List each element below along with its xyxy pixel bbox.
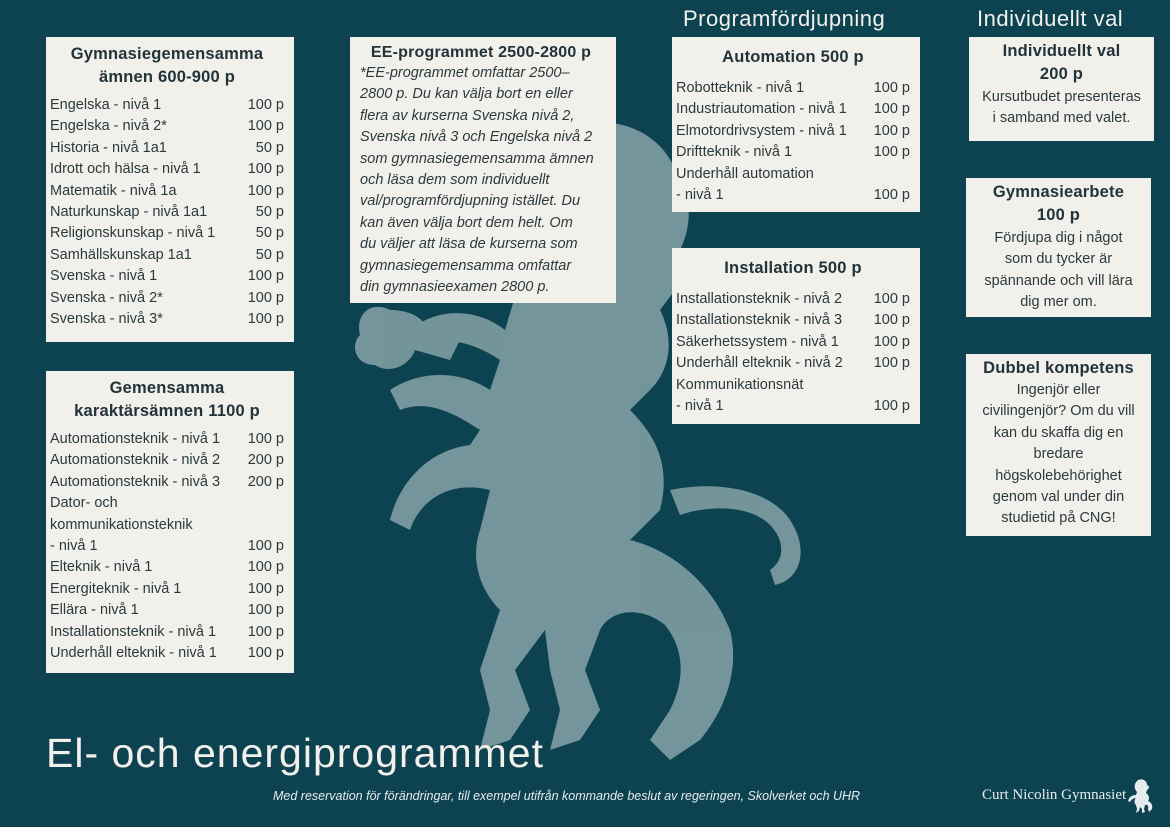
karaktarsamnen-row: [50, 557, 284, 578]
automation-points: [870, 164, 910, 185]
ee-program-line: gymnasiegemensamma omfattar: [360, 257, 572, 274]
karaktarsamnen-course: Installationsteknik - nivå 1: [50, 623, 217, 640]
ee-program-line: din gymnasieexamen 2800 p.: [360, 279, 550, 296]
karaktarsamnen-course: Ellära - nivå 1: [50, 602, 139, 619]
karaktarsamnen-course: Automationsteknik - nivå 2: [50, 452, 221, 469]
automation-card: [672, 37, 920, 212]
ee-program-line: och läsa dem som individuellt: [360, 172, 550, 189]
dubbel-kompetens-line: bredare: [1033, 446, 1084, 463]
automation-course: - nivå 1: [676, 187, 724, 204]
dubbel-kompetens-line: genom val under din: [992, 489, 1125, 506]
automation-row: [676, 142, 910, 163]
gymnasiegemensamma-row: [50, 245, 284, 266]
gymnasiegemensamma-row: [50, 159, 284, 180]
gymnasiegemensamma-course: Historia - nivå 1a1: [50, 139, 167, 156]
gymnasiearbete-line: Fördjupa dig i något: [994, 230, 1123, 246]
automation-points: 100 p: [873, 80, 910, 96]
karaktarsamnen-points: [244, 515, 284, 536]
gymnasiegemensamma-course: Svenska - nivå 3*: [50, 311, 163, 328]
ee-program-line: som gymnasiegemensamma ämnen: [360, 150, 594, 167]
karaktarsamnen-points: 100 p: [247, 580, 284, 597]
karaktarsamnen-row: [50, 450, 284, 471]
automation-list: [676, 78, 910, 206]
gymnasiegemensamma-points: 50 p: [255, 139, 284, 156]
programfordjupning-heading: Programfördjupning: [683, 6, 886, 31]
gymnasiegemensamma-course: Naturkunskap - nivå 1a1: [50, 204, 208, 221]
gymnasiearbete-line: som du tycker är: [1004, 251, 1113, 268]
brand-name: Curt Nicolin Gymnasiet: [982, 787, 1127, 803]
installation-list: [676, 289, 910, 417]
karaktarsamnen-course: Automationsteknik - nivå 1: [50, 431, 221, 447]
karaktarsamnen-row: [50, 515, 284, 536]
karaktarsamnen-points: 100 p: [247, 602, 284, 619]
dubbel-kompetens-line: Ingenjör eller: [1016, 382, 1101, 398]
ee-program-title: EE-programmet 2500-2800 p: [370, 44, 592, 61]
individuellt-val-line: Kursutbudet presenteras: [982, 89, 1141, 105]
karaktarsamnen-course: Dator- och: [50, 495, 118, 512]
gymnasiegemensamma-row: [50, 116, 284, 137]
gymnasiegemensamma-row: [50, 288, 284, 309]
gymnasiearbete-points: 100 p: [1036, 206, 1081, 224]
installation-points: [870, 375, 910, 396]
karaktarsamnen-row: [50, 429, 284, 450]
karaktarsamnen-row: [50, 579, 284, 600]
gymnasiegemensamma-points: 100 p: [247, 311, 284, 328]
installation-row: [676, 332, 910, 353]
gymnasiegemensamma-card: [46, 37, 294, 342]
installation-row: [676, 353, 910, 374]
footer-note: Med reservation för förändringar, till exempel utifrån kommande beslut av regeringen, Skolverket och UHR: [273, 789, 861, 803]
ee-program-card: [350, 37, 616, 303]
installation-course: Kommunikationsnät: [676, 376, 804, 393]
gymnasiegemensamma-row: [50, 202, 284, 223]
karaktarsamnen-row: [50, 493, 284, 514]
individuellt-val-text: [975, 87, 1148, 130]
gymnasiegemensamma-points: 100 p: [247, 182, 284, 199]
karaktarsamnen-row: [50, 643, 284, 664]
ee-program-description: [354, 63, 608, 298]
automation-row: [676, 78, 910, 99]
karaktarsamnen-points: 100 p: [247, 538, 284, 555]
gymnasiegemensamma-points: 100 p: [247, 161, 284, 178]
gymnasiearbete-title: Gymnasiearbete: [992, 183, 1125, 201]
installation-card: [672, 248, 920, 424]
gymnasiegemensamma-course: Engelska - nivå 2*: [50, 118, 167, 135]
installation-course: Installationsteknik - nivå 3: [676, 312, 843, 329]
page-title: El- och energiprogrammet: [46, 730, 544, 776]
automation-course: Underhåll automation: [676, 165, 814, 182]
automation-row: [676, 121, 910, 142]
individuellt-val-points: 200 p: [1039, 65, 1084, 83]
karaktarsamnen-card: [46, 371, 294, 673]
gymnasiegemensamma-points: 100 p: [247, 289, 284, 306]
individuellt-val-title: Individuellt val: [1002, 42, 1121, 60]
gymnasiegemensamma-points: 100 p: [247, 268, 284, 285]
gymnasiegemensamma-points: 50 p: [255, 225, 284, 242]
ee-program-line: flera av kurserna Svenska nivå 2,: [360, 107, 575, 124]
gymnasiegemensamma-points: 50 p: [255, 246, 284, 263]
gymnasiearbete-text: [972, 228, 1145, 314]
gymnasiegemensamma-course: Idrott och hälsa - nivå 1: [50, 161, 201, 178]
dubbel-kompetens-title: Dubbel kompetens: [983, 359, 1134, 377]
dubbel-kompetens-card: [966, 354, 1151, 536]
installation-points: 100 p: [873, 355, 910, 372]
installation-course: Säkerhetssystem - nivå 1: [676, 333, 839, 350]
gymnasiegemensamma-points: 50 p: [255, 204, 284, 221]
gymnasiegemensamma-row: [50, 95, 284, 116]
installation-title: Installation 500 p: [724, 259, 862, 277]
gymnasiearbete-line: dig mer om.: [1020, 294, 1097, 311]
automation-row: [676, 185, 910, 206]
installation-points: 100 p: [873, 312, 910, 329]
gymnasiegemensamma-course: Matematik - nivå 1a: [50, 182, 177, 199]
ee-program-line: du väljer att läsa de kurserna som: [360, 236, 578, 253]
karaktarsamnen-row: [50, 536, 284, 557]
individuellt-val-line: i samband med valet.: [992, 110, 1131, 127]
gymnasiegemensamma-course: Svenska - nivå 1: [50, 268, 158, 285]
automation-course: Robotteknik - nivå 1: [676, 80, 805, 96]
installation-points: 100 p: [873, 333, 910, 350]
installation-row: [676, 375, 910, 396]
dubbel-kompetens-line: civilingenjör? Om du vill: [982, 403, 1135, 420]
automation-points: 100 p: [873, 101, 910, 118]
dubbel-kompetens-line: högskolebehörighet: [995, 467, 1122, 484]
automation-points: 100 p: [873, 144, 910, 161]
automation-row: [676, 164, 910, 185]
karaktarsamnen-list: [50, 429, 284, 664]
karaktarsamnen-row: [50, 600, 284, 621]
gymnasiearbete-card: [966, 178, 1151, 317]
gymnasiegemensamma-points: 100 p: [247, 97, 284, 113]
karaktarsamnen-points: 200 p: [247, 452, 284, 469]
gymnasiegemensamma-row: [50, 181, 284, 202]
automation-points: 100 p: [873, 187, 910, 204]
automation-course: Driftteknik - nivå 1: [676, 144, 793, 161]
individuellt-val-heading: Individuellt val: [977, 6, 1124, 31]
gymnasiegemensamma-list: [50, 95, 284, 330]
karaktarsamnen-course: Automationsteknik - nivå 3: [50, 473, 221, 490]
automation-title: Automation 500 p: [722, 48, 864, 66]
gymnasiegemensamma-row: [50, 309, 284, 330]
gymnasiegemensamma-course: Engelska - nivå 1: [50, 97, 162, 113]
karaktarsamnen-course: - nivå 1: [50, 538, 98, 555]
installation-row: [676, 289, 910, 310]
karaktarsamnen-course: Energiteknik - nivå 1: [50, 580, 182, 597]
automation-course: Elmotordrivsystem - nivå 1: [676, 122, 847, 139]
gymnasiegemensamma-course: Samhällskunskap 1a1: [50, 246, 192, 263]
ee-program-line: 2800 p. Du kan välja bort en eller: [360, 86, 573, 103]
karaktarsamnen-title: Gemensamma karaktärsämnen 1100 p: [74, 379, 260, 420]
automation-row: [676, 99, 910, 120]
karaktarsamnen-course: Elteknik - nivå 1: [50, 559, 153, 576]
karaktarsamnen-points: [244, 493, 284, 514]
gymnasiearbete-line: spännande och vill lära: [984, 272, 1133, 289]
gymnasiegemensamma-course: Svenska - nivå 2*: [50, 289, 163, 306]
karaktarsamnen-course: Underhåll elteknik - nivå 1: [50, 645, 217, 662]
gymnasiegemensamma-row: [50, 266, 284, 287]
karaktarsamnen-points: 100 p: [247, 623, 284, 640]
karaktarsamnen-points: 100 p: [247, 559, 284, 576]
gymnasiegemensamma-row: [50, 138, 284, 159]
ee-program-line: *EE-programmet omfattar 2500–: [360, 65, 570, 81]
ee-program-line: val/programfördjupning istället. Du: [360, 193, 581, 210]
individuellt-val-card: [969, 37, 1154, 141]
installation-points: 100 p: [873, 291, 910, 307]
gymnasiegemensamma-title: Gymnasiegemensamma ämnen 600-900 p: [70, 45, 264, 86]
gymnasiegemensamma-row: [50, 223, 284, 244]
gymnasiegemensamma-points: 100 p: [247, 118, 284, 135]
ee-program-line: kan även välja bort dem helt. Om: [360, 214, 573, 231]
karaktarsamnen-points: 100 p: [247, 645, 284, 662]
karaktarsamnen-course: kommunikationsteknik: [50, 516, 193, 533]
dubbel-kompetens-line: kan du skaffa dig en: [993, 424, 1124, 441]
automation-course: Industriautomation - nivå 1: [676, 101, 847, 118]
karaktarsamnen-row: [50, 472, 284, 493]
dubbel-kompetens-text: [972, 380, 1145, 530]
dubbel-kompetens-line: studietid på CNG!: [1001, 510, 1116, 527]
karaktarsamnen-points: 200 p: [247, 473, 284, 490]
installation-course: - nivå 1: [676, 398, 724, 415]
installation-points: 100 p: [873, 398, 910, 415]
installation-row: [676, 310, 910, 331]
installation-course: Installationsteknik - nivå 2: [676, 291, 843, 307]
installation-course: Underhåll elteknik - nivå 2: [676, 355, 843, 372]
karaktarsamnen-row: [50, 622, 284, 643]
ee-program-line: Svenska nivå 3 och Engelska nivå 2: [360, 129, 593, 146]
gymnasiegemensamma-course: Religionskunskap - nivå 1: [50, 225, 216, 242]
school-logo-icon: [1126, 778, 1156, 814]
installation-row: [676, 396, 910, 417]
karaktarsamnen-points: 100 p: [247, 431, 284, 447]
automation-points: 100 p: [873, 122, 910, 139]
